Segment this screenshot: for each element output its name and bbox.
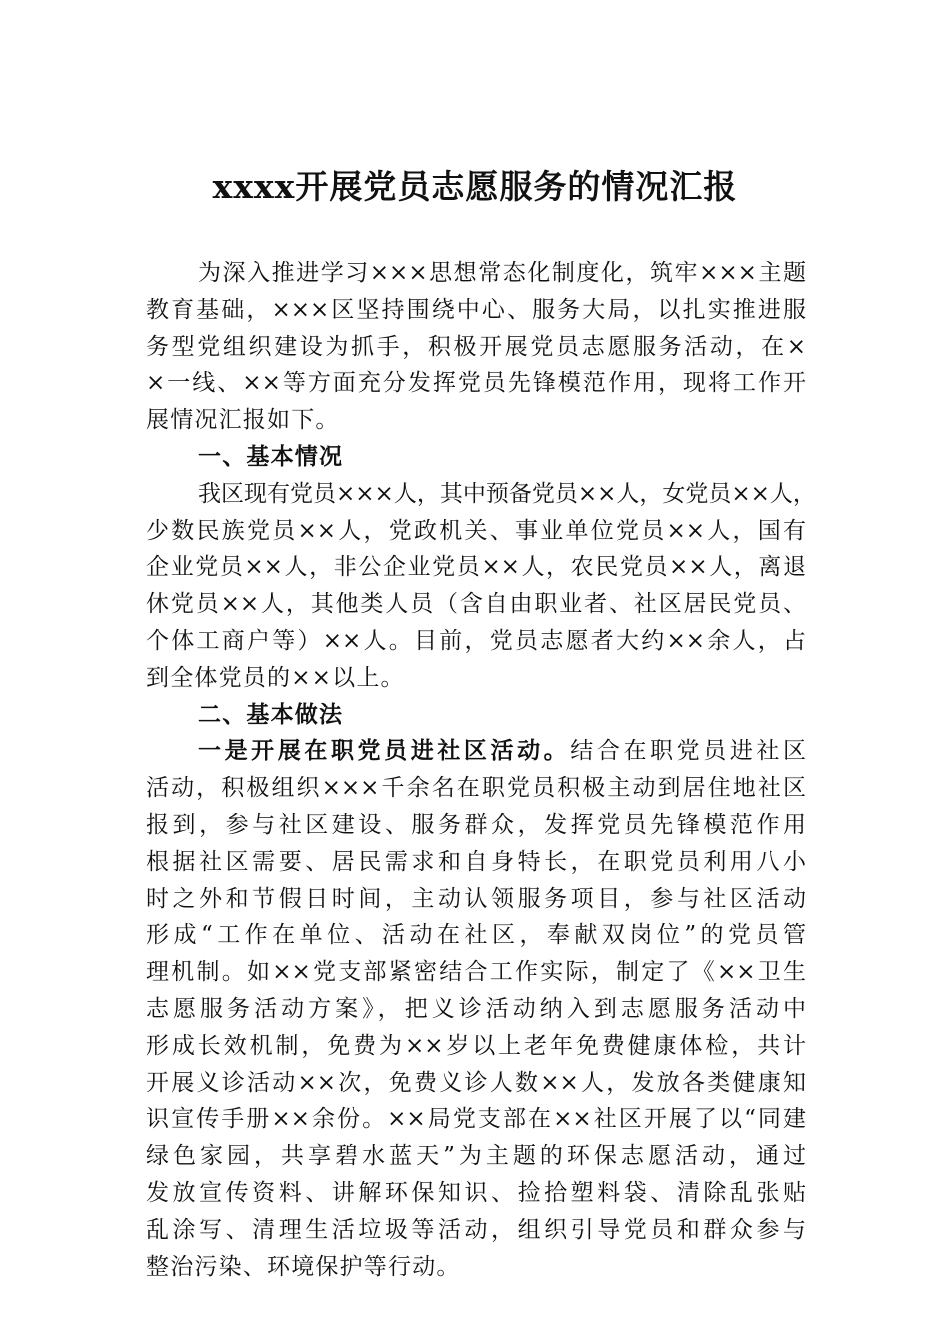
section-2-line-2: 活动，积极组织×××千余名在职党员积极主动到居住地社区 [146, 775, 806, 802]
section-1-line-1: 我区现有党员×××人，其中预备党员××人，女党员××人， [198, 480, 816, 507]
intro-line-1: 为深入推进学习×××思想常态化制度化，筑牢×××主题 [198, 260, 806, 286]
section-1-line-4: 休党员××人，其他类人员（含自由职业者、社区居民党员、 [146, 591, 806, 618]
section-2-line-1 [146, 733, 806, 770]
intro-line-4: ×一线、××等方面充分发挥党员先锋模范作用，现将工作开 [146, 370, 806, 397]
section-2-first-line-rest: 结合在职党员进社区 [570, 738, 807, 765]
intro-line-2: 教育基础，×××区坚持围绕中心、服务大局，以扎实推进服 [146, 296, 806, 323]
document-title: xxxx开展党员志愿服务的情况汇报 [212, 167, 738, 206]
section-2-line-6: 形成“工作在单位、活动在社区，奉献双岗位”的党员管 [146, 922, 806, 949]
section-1-line-3: 企业党员××人，非公企业党员××人，农民党员××人，离退 [146, 554, 806, 581]
section-2-line-9: 形成长效机制，免费为××岁以上老年免费健康体检，共计 [146, 1032, 806, 1059]
document-body [146, 255, 816, 1285]
section-2-lead-bold: 一是开展在职党员进社区活动。 [198, 737, 571, 765]
section-1-line-2: 少数民族党员××人，党政机关、事业单位党员××人，国有 [146, 517, 806, 544]
section-1-line-6: 到全体党员的××以上。 [146, 664, 405, 691]
section-2-line-11: 识宣传手册××余份。××局党支部在××社区开展了以“同建 [146, 1106, 806, 1133]
section-2-line-15: 整治污染、环境保护等行动。 [146, 1253, 461, 1280]
intro-line-5: 展情况汇报如下。 [146, 407, 340, 434]
section-1-line-5: 个体工商户等）××人。目前，党员志愿者大约××余人，占 [146, 627, 806, 654]
section-2-line-7: 理机制。如××党支部紧密结合工作实际，制定了《××卫生 [146, 959, 806, 986]
intro-line-3: 务型党组织建设为抓手，积极开展党员志愿服务活动，在× [146, 333, 806, 360]
section-2-line-3: 报到，参与社区建设、服务群众，发挥党员先锋模范作用 [146, 811, 806, 838]
section-1-heading: 一、基本情况 [198, 443, 344, 470]
section-2-heading: 二、基本做法 [198, 701, 344, 728]
section-2-line-10: 开展义诊活动××次，免费义诊人数××人，发放各类健康知 [146, 1069, 806, 1096]
section-2-line-4: 根据社区需要、居民需求和自身特长，在职党员利用八小 [146, 848, 806, 875]
section-2-line-12: 绿色家园，共享碧水蓝天”为主题的环保志愿活动，通过 [146, 1143, 806, 1170]
section-2-line-5: 时之外和节假日时间，主动认领服务项目，参与社区活动 [146, 885, 806, 912]
section-2-line-13: 发放宣传资料、讲解环保知识、捡拾塑料袋、清除乱张贴 [146, 1179, 806, 1206]
section-2-line-14: 乱涂写、清理生活垃圾等活动，组织引导党员和群众参与 [146, 1216, 806, 1243]
section-2-line-8: 志愿服务活动方案》，把义诊活动纳入到志愿服务活动中 [146, 995, 806, 1022]
